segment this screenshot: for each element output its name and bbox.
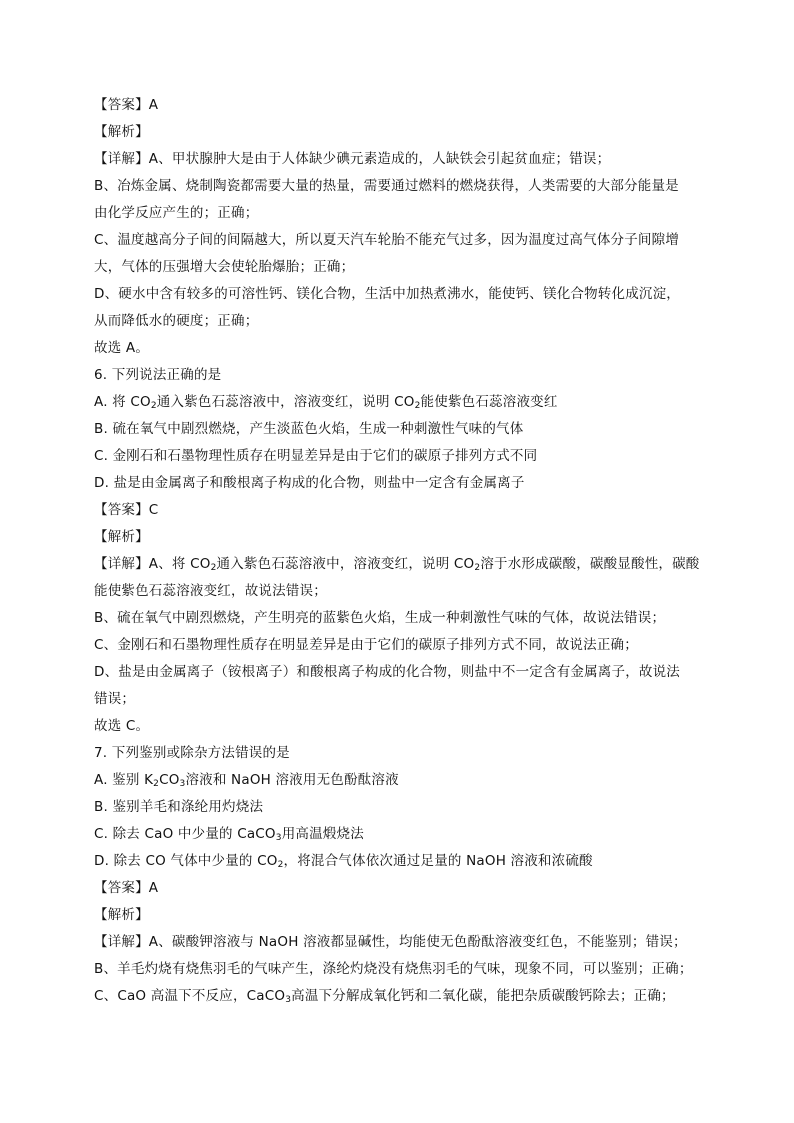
analysis-label: 【解析】 bbox=[94, 529, 149, 545]
document-page bbox=[94, 92, 704, 1010]
detail-line: 由化学反应产生的；正确； bbox=[94, 205, 259, 221]
text-segment: 能使紫色石蕊溶液变红 bbox=[420, 394, 558, 410]
question-option bbox=[94, 848, 704, 875]
detail-line: 【详解】A、碳酸钾溶液与 NaOH 溶液都显碱性，均能使无色酚酞溶液变红色，不能鉴别；错误； bbox=[94, 934, 687, 950]
subscript: 3 bbox=[275, 833, 282, 843]
detail-line: 大，气体的压强增大会使轮胎爆胎；正确； bbox=[94, 259, 355, 275]
detail-line bbox=[94, 551, 704, 578]
analysis-label: 【解析】 bbox=[94, 907, 149, 923]
subscript: 2 bbox=[277, 860, 284, 870]
text-segment: 用高温煅烧法 bbox=[281, 826, 364, 842]
detail-line: C、温度越高分子间的间隔越大，所以夏天汽车轮胎不能充气过多，因为温度过高气体分子间隙增 bbox=[94, 232, 680, 248]
subscript: 2 bbox=[153, 779, 160, 789]
analysis-label: 【解析】 bbox=[94, 124, 149, 140]
question-stem: 6. 下列说法正确的是 bbox=[94, 367, 222, 383]
question-option: D. 盐是由金属离子和酸根离子构成的化合物，则盐中一定含有金属离子 bbox=[94, 475, 525, 491]
text-segment: A. 鉴别 K bbox=[94, 772, 154, 788]
text-segment: 【详解】A、将 CO bbox=[94, 556, 211, 572]
detail-line bbox=[94, 983, 704, 1010]
text-segment: 溶液和 NaOH 溶液用无色酚酞溶液 bbox=[185, 772, 399, 788]
text-segment: 高温下分解成氧化钙和二氧化碳，能把杂质碳酸钙除去；正确； bbox=[291, 988, 675, 1004]
detail-line: B、冶炼金属、烧制陶瓷都需要大量的热量，需要通过燃料的燃烧获得，人类需要的大部分能量是 bbox=[94, 178, 679, 194]
question-option bbox=[94, 767, 704, 794]
detail-line: 能使紫色石蕊溶液变红，故说法错误； bbox=[94, 583, 327, 599]
subscript: 3 bbox=[285, 995, 292, 1005]
question-option bbox=[94, 389, 704, 416]
subscript: 2 bbox=[210, 563, 217, 573]
detail-line: B、硫在氧气中剧烈燃烧，产生明亮的蓝紫色火焰，生成一种刺激性气味的气体，故说法错误； bbox=[94, 610, 666, 626]
subscript: 2 bbox=[150, 401, 157, 411]
detail-line: 错误； bbox=[94, 691, 136, 707]
detail-line: D、盐是由金属离子（铵根离子）和酸根离子构成的化合物，则盐中不一定含有金属离子，故说法 bbox=[94, 664, 680, 680]
answer-label: 【答案】C bbox=[94, 502, 159, 518]
text-segment: C. 除去 CaO 中少量的 CaCO bbox=[94, 826, 276, 842]
conclusion-line: 故选 C。 bbox=[94, 718, 150, 734]
text-segment: 通入紫色石蕊溶液中，溶液变红，说明 CO bbox=[216, 556, 475, 572]
detail-line: 【详解】A、甲状腺肿大是由于人体缺少碘元素造成的，人缺铁会引起贫血症；错误； bbox=[94, 151, 611, 167]
detail-line: B、羊毛灼烧有烧焦羽毛的气味产生，涤纶灼烧没有烧焦羽毛的气味，现象不同，可以鉴别；正确； bbox=[94, 961, 693, 977]
question-option: B. 鉴别羊毛和涤纶用灼烧法 bbox=[94, 799, 264, 815]
text-segment: 通入紫色石蕊溶液中，溶液变红，说明 CO bbox=[156, 394, 415, 410]
text-segment: ，将混合气体依次通过足量的 NaOH 溶液和浓硫酸 bbox=[283, 853, 593, 869]
answer-label: 【答案】A bbox=[94, 97, 159, 113]
subscript: 2 bbox=[414, 401, 421, 411]
question-stem: 7. 下列鉴别或除杂方法错误的是 bbox=[94, 745, 290, 761]
question-option: C. 金刚石和石墨物理性质存在明显差异是由于它们的碳原子排列方式不同 bbox=[94, 448, 538, 464]
text-segment: C、CaO 高温下不反应，CaCO bbox=[94, 988, 286, 1004]
question-option bbox=[94, 821, 704, 848]
subscript: 2 bbox=[474, 563, 481, 573]
detail-line: D、硬水中含有较多的可溶性钙、镁化合物，生活中加热煮沸水，能使钙、镁化合物转化成沉淀， bbox=[94, 286, 680, 302]
text-segment: D. 除去 CO 气体中少量的 CO bbox=[94, 853, 278, 869]
conclusion-line: 故选 A。 bbox=[94, 340, 150, 356]
answer-label: 【答案】A bbox=[94, 880, 159, 896]
text-segment: A. 将 CO bbox=[94, 394, 151, 410]
detail-line: 从而降低水的硬度；正确； bbox=[94, 313, 259, 329]
text-segment: 溶于水形成碳酸，碳酸显酸性，碳酸 bbox=[480, 556, 700, 572]
text-segment: CO bbox=[159, 772, 180, 788]
detail-line: C、金刚石和石墨物理性质存在明显差异是由于它们的碳原子排列方式不同，故说法正确； bbox=[94, 637, 638, 653]
subscript: 3 bbox=[179, 779, 186, 789]
question-option: B. 硫在氧气中剧烈燃烧，产生淡蓝色火焰，生成一种刺激性气味的气体 bbox=[94, 421, 524, 437]
